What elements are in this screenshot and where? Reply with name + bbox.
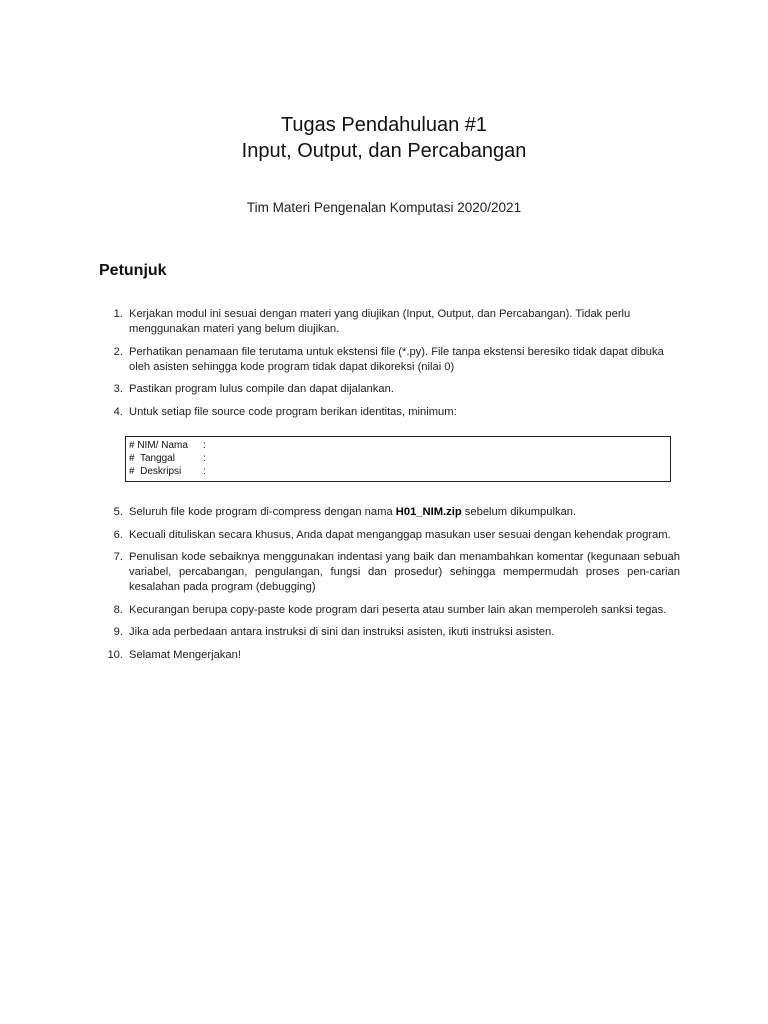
identity-separator: : <box>203 440 206 451</box>
item5-text-after: sebelum dikumpulkan. <box>461 506 577 518</box>
list-item-number: 2. <box>113 345 123 358</box>
list-item-number: 1. <box>113 308 123 320</box>
instruction-list-part2 <box>100 505 680 670</box>
list-item <box>100 625 680 640</box>
list-item-number: 9. <box>113 626 123 638</box>
list-item <box>100 528 680 543</box>
document-subtitle: Tim Materi Pengenalan Komputasi 2020/2021 <box>246 200 522 215</box>
identity-row <box>129 465 667 478</box>
list-item <box>100 603 680 618</box>
list-item-number: 5. <box>113 506 123 518</box>
list-item-number: 4. <box>113 405 123 418</box>
list-item-number: 3. <box>113 383 123 395</box>
list-item <box>100 307 680 337</box>
item5-text-before: Seluruh file kode program di-compress dengan nama <box>129 506 396 518</box>
list-item-number: 7. <box>113 551 123 563</box>
list-item-text: Kecurangan berupa copy-paste kode program dari peserta atau sumber lain akan memperoleh sanksi tegas. <box>129 603 667 616</box>
list-item <box>100 550 680 595</box>
identity-key: # NIM/ Nama <box>129 440 188 451</box>
zip-filename: H01_NIM.zip <box>395 506 462 518</box>
list-item-text: Penulisan kode sebaiknya menggunakan indentasi yang baik dan menambahkan komentar (kegunaan sebuah variabel, percabangan, pengulangan, fungsi dan prosedur) sehingga mempermudah proses pen-carian kesalahan pada program (debugging) <box>129 551 680 593</box>
identity-separator: : <box>203 466 206 477</box>
list-item-text: Selamat Mengerjakan! <box>129 648 241 661</box>
list-item-number: 10. <box>107 648 123 661</box>
identity-key: # Deskripsi <box>129 466 182 477</box>
list-item-number: 6. <box>113 528 123 541</box>
title-line-2: Input, Output, dan Percabangan <box>241 140 527 162</box>
identity-key: # Tanggal <box>129 453 175 464</box>
list-item-text <box>129 505 680 520</box>
list-item-text: Pastikan program lulus compile dan dapat dijalankan. <box>129 383 394 395</box>
list-item <box>100 505 680 520</box>
list-item <box>100 648 680 663</box>
list-item-text: Kecuali dituliskan secara khusus, Anda dapat menganggap masukan user sesuai dengan kehendak program. <box>129 528 671 541</box>
title-line-1: Tugas Pendahuluan #1 <box>280 114 488 136</box>
list-item <box>100 382 680 397</box>
identity-template-box <box>125 436 671 482</box>
identity-row <box>129 439 667 452</box>
instruction-list-part1 <box>100 307 680 427</box>
identity-row <box>129 452 667 465</box>
document-title <box>0 112 768 164</box>
list-item-text: Kerjakan modul ini sesuai dengan materi yang diujikan (Input, Output, dan Percabangan). Tidak perlu menggunakan materi yang belum diujikan. <box>129 308 631 335</box>
list-item <box>100 405 680 420</box>
identity-separator: : <box>203 453 206 464</box>
list-item-text: Jika ada perbedaan antara instruksi di sini dan instruksi asisten, ikuti instruksi asisten. <box>129 626 555 638</box>
list-item-text: Untuk setiap file source code program berikan identitas, minimum: <box>129 405 457 418</box>
list-item <box>100 345 680 375</box>
section-heading-petunjuk: Petunjuk <box>99 262 167 279</box>
list-item-number: 8. <box>113 603 123 616</box>
list-item-text: Perhatikan penamaan file terutama untuk ekstensi file (*.py). File tanpa ekstensi beresiko tidak dapat dibuka oleh asisten sehingga kode program tidak dapat dikoreksi (nilai 0) <box>129 345 664 373</box>
